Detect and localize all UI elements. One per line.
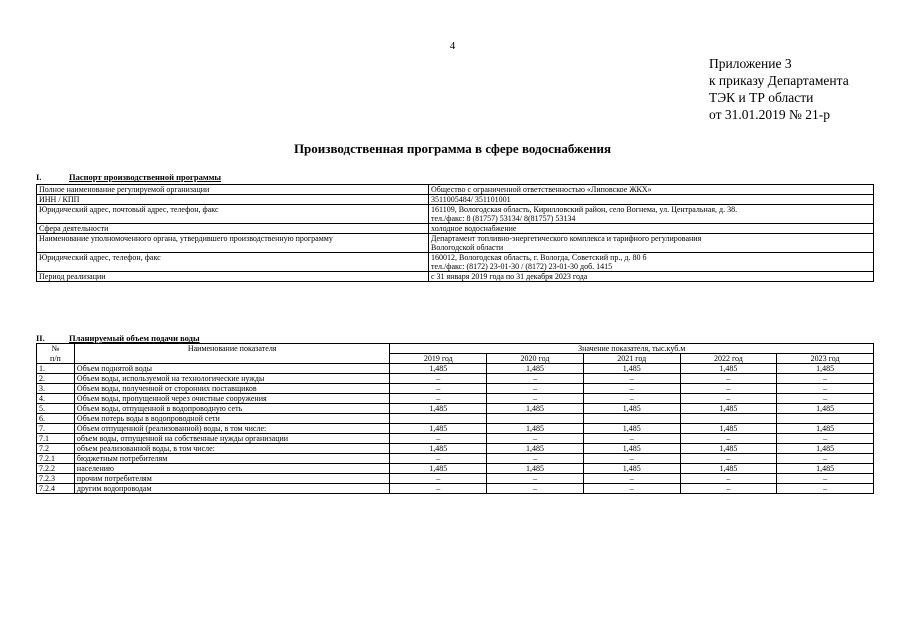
row-number: 2.	[37, 374, 75, 384]
row-value: 1,485	[777, 404, 874, 414]
volume-row	[37, 394, 874, 404]
volume-row	[37, 424, 874, 434]
row-value: –	[777, 394, 874, 404]
row-value: –	[487, 484, 584, 494]
header-year-2023: 2023 год	[777, 354, 874, 364]
passport-value-line-1: 161109, Вологодская область, Кирилловский район, село Вогнема, ул. Центральная, д. 38.	[431, 205, 738, 214]
header-num-2: п/п	[37, 354, 75, 364]
volume-row	[37, 444, 874, 454]
row-number: 7.1	[37, 434, 75, 444]
passport-row	[37, 224, 874, 234]
row-value	[390, 414, 487, 424]
row-value: –	[777, 484, 874, 494]
row-value: –	[680, 454, 777, 464]
passport-value-line-1: с 31 января 2019 года по 31 декабря 2023 года	[431, 272, 588, 281]
passport-label: ИНН / КПП	[37, 195, 429, 205]
row-name: Объем потерь воды в водопроводной сети	[74, 414, 390, 424]
row-value: –	[390, 394, 487, 404]
volume-header-row-1	[37, 344, 874, 354]
passport-label: Юридический адрес, телефон, факс	[37, 253, 429, 272]
row-value: –	[583, 484, 680, 494]
row-name: объем реализованной воды, в том числе:	[74, 444, 390, 454]
header-num: №	[37, 344, 75, 354]
row-value: –	[680, 374, 777, 384]
row-number: 7.	[37, 424, 75, 434]
row-value: 1,485	[487, 444, 584, 454]
header-name: Наименование показателя	[74, 344, 390, 354]
row-value: –	[487, 374, 584, 384]
header-year-2022: 2022 год	[680, 354, 777, 364]
passport-label: Юридический адрес, почтовый адрес, телефон, факс	[37, 205, 429, 224]
row-number: 7.2.2	[37, 464, 75, 474]
row-number: 7.2.1	[37, 454, 75, 464]
passport-row	[37, 272, 874, 282]
passport-value-line-1: 160012, Вологодская область, г. Вологда, Советский пр., д. 80 б	[431, 253, 647, 262]
passport-value	[429, 253, 874, 272]
row-value: 1,485	[487, 364, 584, 374]
row-name: Объем воды, пропущенной через очистные сооружения	[74, 394, 390, 404]
volume-row	[37, 464, 874, 474]
passport-value	[429, 205, 874, 224]
row-value: 1,485	[777, 444, 874, 454]
appendix-line-2: к приказу Департамента	[709, 73, 849, 88]
row-value: 1,485	[777, 424, 874, 434]
section1-title: Паспорт производственной программы	[69, 172, 222, 182]
row-name: Объем воды, используемой на технологические нужды	[74, 374, 390, 384]
appendix-line-4: от 31.01.2019 № 21-р	[709, 107, 830, 122]
row-value: 1,485	[390, 444, 487, 454]
row-value: –	[390, 374, 487, 384]
row-value: 1,485	[390, 424, 487, 434]
row-value: 1,485	[680, 404, 777, 414]
header-year-2021: 2021 год	[583, 354, 680, 364]
row-value: 1,485	[583, 444, 680, 454]
passport-value-line-2: Вологодской области	[431, 243, 504, 252]
volume-header-row-2	[37, 354, 874, 364]
row-value: –	[390, 474, 487, 484]
row-value	[487, 414, 584, 424]
row-value: –	[487, 434, 584, 444]
passport-label: Полное наименование регулируемой организации	[37, 185, 429, 195]
header-year-2019: 2019 год	[390, 354, 487, 364]
row-value: –	[680, 394, 777, 404]
passport-label: Наименование уполномоченного органа, утвердившего производственную программу	[37, 234, 429, 253]
row-value: –	[777, 384, 874, 394]
row-number: 7.2.3	[37, 474, 75, 484]
volume-row	[37, 384, 874, 394]
row-value: 1,485	[487, 464, 584, 474]
passport-row	[37, 195, 874, 205]
row-value: –	[777, 434, 874, 444]
row-name: населению	[74, 464, 390, 474]
row-number: 5.	[37, 404, 75, 414]
section1-number: I.	[36, 172, 42, 182]
row-value: 1,485	[680, 364, 777, 374]
row-value: 1,485	[777, 364, 874, 374]
volume-row	[37, 484, 874, 494]
passport-label: Период реализации	[37, 272, 429, 282]
row-value: –	[390, 384, 487, 394]
row-name: бюджетным потребителям	[74, 454, 390, 464]
volume-table	[36, 343, 874, 494]
row-value: –	[583, 394, 680, 404]
row-name: Объем поднятой воды	[74, 364, 390, 374]
row-number: 7.2.4	[37, 484, 75, 494]
row-name: объем воды, отпущенной на собственные нужды организации	[74, 434, 390, 444]
row-value: 1,485	[487, 404, 584, 414]
row-value: –	[390, 434, 487, 444]
row-value: –	[583, 474, 680, 484]
section2-number: II.	[36, 333, 45, 343]
row-value: –	[390, 454, 487, 464]
volume-row	[37, 454, 874, 464]
passport-table	[36, 184, 874, 282]
row-value	[583, 414, 680, 424]
row-value: –	[583, 384, 680, 394]
passport-value	[429, 224, 874, 234]
row-value: –	[487, 474, 584, 484]
row-value: 1,485	[487, 424, 584, 434]
passport-value-line-1: Общество с ограниченной ответственностью «Липовское ЖКХ»	[431, 185, 652, 194]
passport-value	[429, 195, 874, 205]
row-value: –	[777, 374, 874, 384]
row-value: –	[680, 484, 777, 494]
row-value	[680, 414, 777, 424]
passport-row	[37, 253, 874, 272]
row-value: 1,485	[583, 404, 680, 414]
row-name: Объем воды, отпущенной в водопроводную сеть	[74, 404, 390, 414]
header-name-blank	[74, 354, 390, 364]
row-value: –	[487, 454, 584, 464]
row-value: –	[487, 394, 584, 404]
row-value: –	[583, 454, 680, 464]
row-value: –	[390, 484, 487, 494]
row-value: 1,485	[680, 444, 777, 454]
row-value: –	[680, 384, 777, 394]
volume-row	[37, 474, 874, 484]
row-value: 1,485	[777, 464, 874, 474]
header-year-2020: 2020 год	[487, 354, 584, 364]
row-value: –	[680, 474, 777, 484]
page-number: 4	[449, 40, 456, 52]
appendix-line-1: Приложение 3	[709, 56, 792, 71]
volume-row	[37, 404, 874, 414]
row-value: 1,485	[583, 464, 680, 474]
appendix-block	[709, 55, 849, 123]
row-value: –	[583, 374, 680, 384]
passport-value-line-1: Департамент топливно-энергетического комплекса и тарифного регулирования	[431, 234, 702, 243]
passport-row	[37, 234, 874, 253]
passport-value	[429, 272, 874, 282]
row-number: 3.	[37, 384, 75, 394]
passport-value	[429, 234, 874, 253]
section1-heading	[36, 172, 221, 182]
row-value: 1,485	[680, 424, 777, 434]
section2-title: Планируемый объем подачи воды	[69, 333, 200, 343]
row-value: –	[583, 434, 680, 444]
row-value: 1,485	[583, 364, 680, 374]
passport-row	[37, 185, 874, 195]
section2-heading	[36, 333, 200, 343]
row-number: 1.	[37, 364, 75, 374]
document-title: Производственная программа в сфере водоснабжения	[293, 141, 612, 156]
row-value: –	[680, 434, 777, 444]
row-value: 1,485	[390, 364, 487, 374]
row-name: Объем воды, полученной от сторонних поставщиков	[74, 384, 390, 394]
passport-row	[37, 205, 874, 224]
row-number: 6.	[37, 414, 75, 424]
row-name: другим водопроводам	[74, 484, 390, 494]
row-name: прочим потребителям	[74, 474, 390, 484]
row-value	[777, 414, 874, 424]
appendix-line-3: ТЭК и ТР области	[709, 90, 814, 105]
volume-row	[37, 374, 874, 384]
passport-value	[429, 185, 874, 195]
passport-value-line-1: холодное водоснабжение	[431, 224, 517, 233]
passport-value-line-2: тел./факс: 8 (81757) 53134/ 8(81757) 53134	[431, 214, 576, 223]
row-value: –	[777, 474, 874, 484]
passport-value-line-2: тел./факс: (8172) 23-01-30 / (8172) 23-01-30 доб. 1415	[431, 262, 613, 271]
row-value: –	[487, 384, 584, 394]
row-number: 4.	[37, 394, 75, 404]
row-value: 1,485	[390, 404, 487, 414]
volume-row	[37, 414, 874, 424]
header-value-group: Значение показателя, тыс.куб.м	[390, 344, 874, 354]
volume-row	[37, 434, 874, 444]
passport-label: Сфера деятельности	[37, 224, 429, 234]
row-value: 1,485	[390, 464, 487, 474]
row-name: Объем отпущенной (реализованной) воды, в том числе:	[74, 424, 390, 434]
row-value: –	[777, 454, 874, 464]
passport-value-line-1: 3511005484/ 351101001	[431, 195, 511, 204]
row-value: 1,485	[680, 464, 777, 474]
row-number: 7.2	[37, 444, 75, 454]
volume-row	[37, 364, 874, 374]
row-value: 1,485	[583, 424, 680, 434]
